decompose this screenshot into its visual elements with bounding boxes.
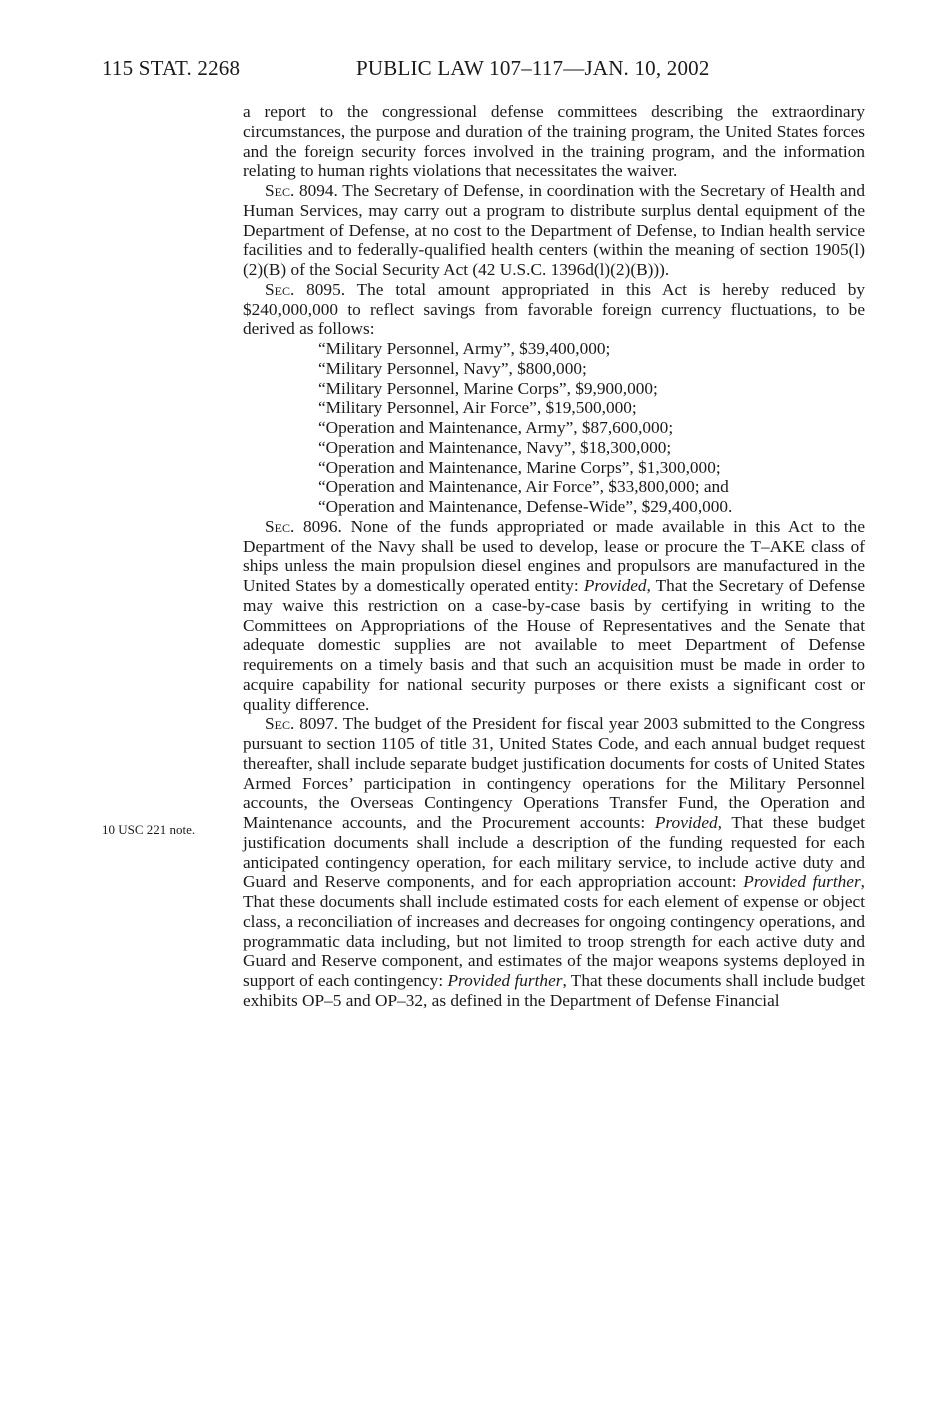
body-text (243, 102, 865, 1011)
list-item: “Operation and Maintenance, Army”, $87,600,000; (318, 418, 674, 437)
list-item: “Operation and Maintenance, Air Force”, $33,800,000; and (318, 477, 729, 497)
provided-further-italic: Provided further (447, 971, 563, 990)
list-item: “Military Personnel, Air Force”, $19,500,000; (318, 398, 637, 418)
public-law-reference: PUBLIC LAW 107–117—JAN. 10, 2002 (356, 56, 710, 80)
list-item: “Military Personnel, Army”, $39,400,000; (318, 339, 611, 358)
sec-label: Sec. (265, 279, 295, 299)
section-8097-text-c: , That these documents shall include estimated costs for each element of expense or object class, a reconciliation of increases and decreases for ongoing contingency operations, and programmatic data including, but not limited to troop strength for each active duty and Guard and Reserve component, and estimates of the major weapons systems deployed in support of each contingency: (243, 872, 865, 990)
section-8097 (243, 714, 865, 1010)
list-item: “Operation and Maintenance, Navy”, $18,300,000; (318, 437, 672, 457)
sec-label: Sec. (265, 714, 295, 734)
section-8094-text: 8094. The Secretary of Defense, in coordination with the Secretary of Health and Human Services, may carry out a program to distribute surplus dental equipment of the Department of Defense, at no cost to the Department of Defense, to Indian health service facilities and to federally-qualified health centers (within the meaning of section 1905(l)(2)(B) of the Social Security Act (42 U.S.C. 1396d(l)(2)(B))). (243, 181, 865, 279)
list-item: “Operation and Maintenance, Defense-Wide”, $29,400,000. (318, 497, 733, 516)
section-8096 (243, 517, 865, 715)
reduction-list (243, 339, 865, 517)
section-8096-text-a: 8096. None of the funds appropriated or made available in this Act to the Department of the Navy shall be used to develop, lease or procure the T–AKE class of ships unless the main propulsion diesel engines and propulsors are manufactured in the United States by a domestically operated entity: (243, 516, 865, 595)
list-item: “Military Personnel, Navy”, $800,000; (318, 358, 587, 378)
section-8094 (243, 181, 865, 280)
section-8095-text: 8095. The total amount appropriated in this Act is hereby reduced by $240,000,000 to reflect savings from favorable foreign currency fluctuations, to be derived as follows: (243, 279, 865, 339)
section-8097-text-a: 8097. The budget of the President for fiscal year 2003 submitted to the Congress pursuant to section 1105 of title 31, United States Code, and each annual budget request thereafter, shall include separate budget justification documents for costs of United States Armed Forces’ participation in contingency operations for the Military Personnel accounts, the Overseas Contingency Operations Transfer Fund, the Operation and Maintenance accounts, and the Procurement accounts: (243, 714, 865, 832)
sec-label: Sec. (265, 181, 295, 200)
provided-italic: Provided (654, 813, 718, 832)
provided-italic: Provided (583, 576, 647, 595)
section-8096-text-b: , That the Secretary of Defense may waive this restriction on a case-by-case basis by certifying in writing to the Committees on Appropriations of the House of Representatives and the Senate that adequate domestic supplies are not available to meet Department of Defense requirements on a timely basis and that such an acquisition must be made in order to acquire capability for national security purposes or there exists a significant cost or quality difference. (243, 576, 865, 714)
section-8097-text-d: , That these documents shall include budget exhibits OP–5 and OP–32, as defined in the Department of Defense Financial (243, 971, 865, 1010)
paragraph-continuation: a report to the congressional defense committees describing the extraordinary circumstances, the purpose and duration of the training program, the United States forces and the foreign security forces involved in the training program, and the information relating to human rights violations that necessitates the waiver. (243, 102, 865, 181)
section-8095 (243, 280, 865, 339)
list-item: “Operation and Maintenance, Marine Corps”, $1,300,000; (318, 457, 721, 477)
stat-page-reference: 115 STAT. 2268 (102, 56, 241, 80)
section-8097-text-b: , That these budget justification documents shall include a description of the funding requested for each anticipated contingency operation, for each military service, to include active duty and Guard and Reserve components, and for each appropriation account: (243, 813, 865, 892)
provided-further-italic: Provided further (743, 872, 861, 892)
usc-margin-note: 10 USC 221 note. (102, 822, 196, 837)
list-item: “Military Personnel, Marine Corps”, $9,900,000; (318, 378, 658, 398)
sec-label: Sec. (265, 516, 295, 536)
